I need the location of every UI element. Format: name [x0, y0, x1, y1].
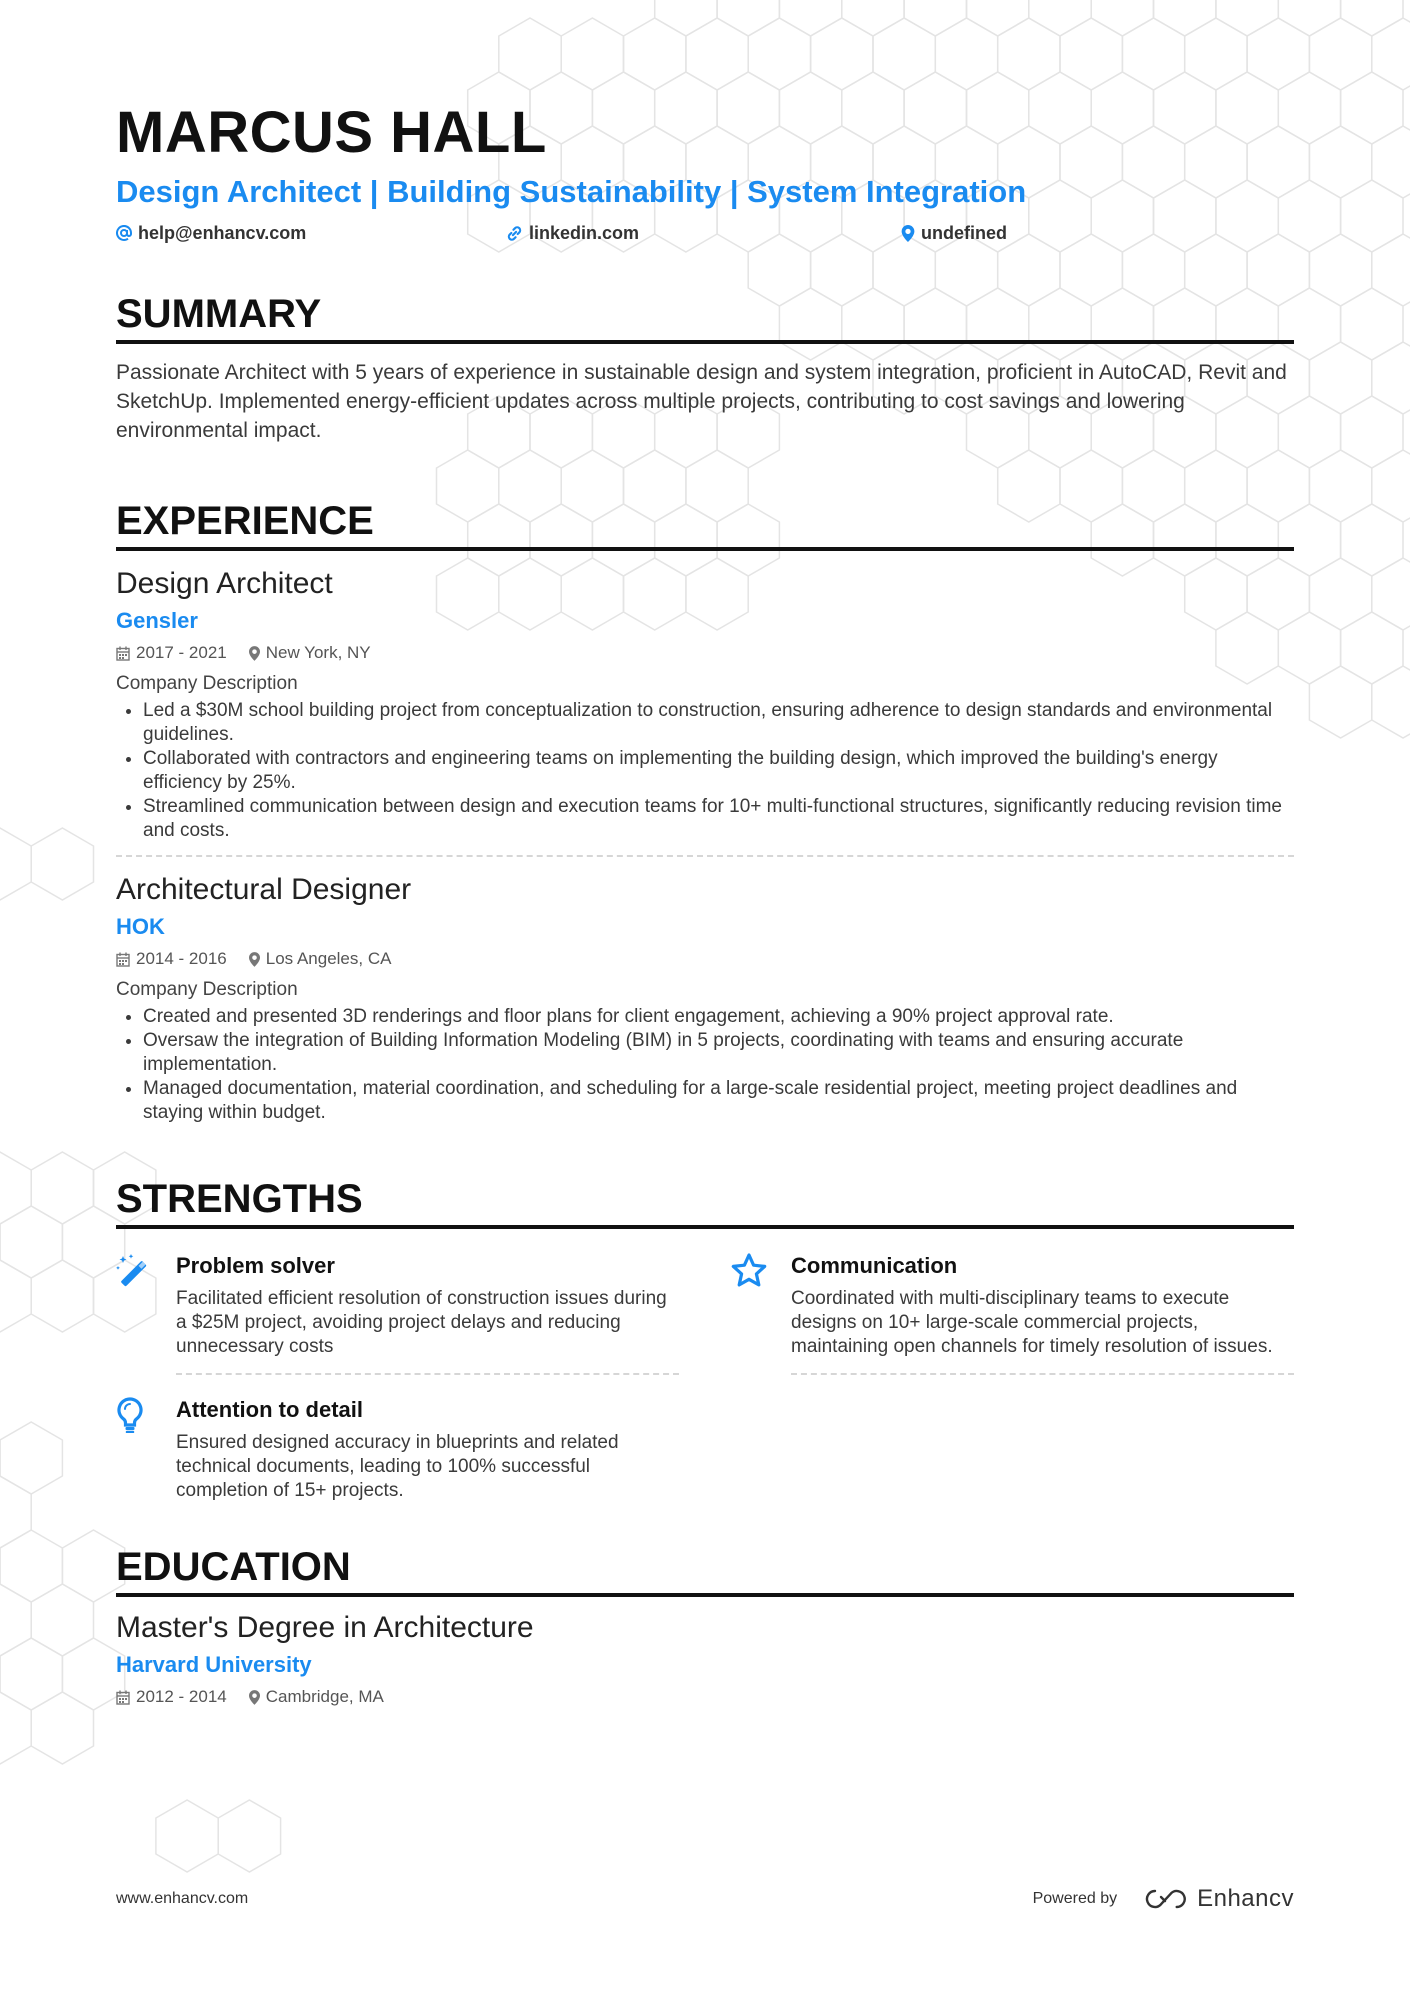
- hexagon-shape: [156, 1800, 218, 1872]
- map-pin-icon: [249, 952, 260, 967]
- strength-title: Communication: [791, 1253, 958, 1278]
- contact-email-text: help@enhancv.com: [138, 222, 307, 243]
- education-heading: EDUCATION: [116, 1543, 1294, 1597]
- job-meta: [116, 641, 1294, 665]
- job-bullet: • Managed documentation, material coordination, and scheduling for a large-scale residential project, meeting project deadlines and staying within budget.: [143, 1077, 1294, 1125]
- hexagon-shape: [1341, 612, 1403, 684]
- summary-heading: SUMMARY: [116, 290, 1294, 344]
- hexagon-shape: [561, 18, 623, 90]
- strengths-grid: [116, 1243, 1294, 1503]
- strength-item: [731, 1243, 1294, 1375]
- lightbulb-icon: [116, 1397, 144, 1433]
- hexagon-shape: [842, 0, 904, 36]
- strength-title: Attention to detail: [176, 1397, 363, 1422]
- powered-by-label: Powered by: [1032, 1890, 1118, 1907]
- resume-page: [116, 100, 1294, 1709]
- hexagon-shape: [31, 1152, 93, 1224]
- experience-heading: EXPERIENCE: [116, 497, 1294, 551]
- hexagon-shape: [1341, 396, 1403, 468]
- contact-location-text: undefined: [921, 222, 1007, 243]
- job-bullet: • Created and presented 3D renderings and floor plans for client engagement, achieving a 90% project approval rate.: [143, 1005, 1294, 1029]
- contact-linkedin-text: linkedin.com: [529, 222, 640, 243]
- hexagon-shape: [0, 828, 31, 900]
- job-location-text: New York, NY: [265, 643, 371, 662]
- hexagon-shape: [1185, 18, 1247, 90]
- hexagon-shape: [1309, 450, 1371, 522]
- strength-description: Ensured designed accuracy in blueprints and related technical documents, leading to 100% successful completion of 15+ projects.: [176, 1432, 619, 1501]
- education-location: [249, 1687, 384, 1707]
- candidate-name: MARCUS HALL: [116, 100, 547, 165]
- hexagon-shape: [1309, 126, 1371, 198]
- hexagon-shape: [1091, 0, 1153, 36]
- job-location-text: Los Angeles, CA: [265, 949, 392, 968]
- hexagon-shape: [0, 1692, 31, 1764]
- hexagon-shape: [1372, 18, 1410, 90]
- map-pin-icon: [249, 1690, 260, 1705]
- job-dates-text: 2014 - 2016: [136, 949, 227, 968]
- strength-divider: [791, 1373, 1294, 1375]
- hexagon-shape: [0, 1152, 31, 1224]
- hexagon-shape: [1372, 342, 1410, 414]
- hexagon-shape: [1372, 666, 1410, 738]
- degree-title: Master's Degree in Architecture: [116, 1611, 534, 1644]
- hexagon-shape: [1341, 180, 1403, 252]
- hexagon-shape: [717, 0, 779, 36]
- hexagon-shape: [779, 0, 841, 36]
- hexagon-shape: [624, 18, 686, 90]
- contact-linkedin[interactable]: [506, 223, 901, 244]
- contact-email[interactable]: [116, 223, 506, 244]
- hexagon-shape: [0, 1206, 62, 1278]
- footer-url[interactable]: www.enhancv.com: [116, 1890, 249, 1907]
- company-description: Company Description: [116, 673, 298, 694]
- hexagon-shape: [0, 1638, 62, 1710]
- job-dates: [116, 949, 227, 969]
- hexagon-shape: [1309, 666, 1371, 738]
- enhancv-logo-text: Enhancv: [1197, 1885, 1294, 1912]
- job-bullets: [116, 699, 1294, 843]
- hexagon-shape: [0, 1530, 62, 1602]
- hexagon-shape: [1372, 234, 1410, 306]
- page-footer: [116, 1885, 1294, 1913]
- hexagon-shape: [748, 18, 810, 90]
- calendar-icon: [116, 952, 130, 967]
- hexagon-shape: [1341, 504, 1403, 576]
- calendar-icon: [116, 1690, 130, 1705]
- strength-item: [116, 1243, 679, 1375]
- hexagon-shape: [686, 18, 748, 90]
- hexagon-shape: [499, 18, 561, 90]
- enhancv-logo[interactable]: [1143, 1885, 1294, 1913]
- job-title: Design Architect: [116, 567, 333, 600]
- hexagon-shape: [1309, 18, 1371, 90]
- hexagon-shape: [998, 18, 1060, 90]
- job-company: HOK: [116, 914, 165, 939]
- summary-text: Passionate Architect with 5 years of experience in sustainable design and system integration, proficient in AutoCAD, Revit and SketchUp. Implemented energy-efficient updates across multiple projects, contributing to cost savings and lowering environmental impact.: [116, 361, 1287, 442]
- link-icon: [506, 225, 523, 242]
- experience-entry: [116, 857, 1294, 1125]
- education-entry: [116, 1597, 1294, 1709]
- at-sign-icon: [116, 225, 132, 241]
- candidate-tagline: Design Architect | Building Sustainability | System Integration: [116, 174, 1027, 209]
- job-location: [249, 643, 371, 663]
- job-location: [249, 949, 392, 969]
- job-bullet: • Collaborated with contractors and engineering teams on implementing the building design, which improved the building's energy efficiency by 25%.: [143, 747, 1294, 795]
- magic-wand-icon: [116, 1253, 152, 1289]
- hexagon-shape: [1309, 234, 1371, 306]
- job-title: Architectural Designer: [116, 873, 412, 906]
- job-bullet: • Streamlined communication between design and execution teams for 10+ multi-functional structures, significantly reducing revision time and costs.: [143, 795, 1294, 843]
- job-dates-text: 2017 - 2021: [136, 643, 227, 662]
- hexagon-shape: [0, 1260, 31, 1332]
- hexagon-shape: [31, 1260, 93, 1332]
- hexagon-shape: [1341, 288, 1403, 360]
- experience-entry: [116, 551, 1294, 857]
- enhancv-logo-icon: [1143, 1887, 1187, 1911]
- hexagon-shape: [1029, 0, 1091, 36]
- calendar-icon: [116, 646, 130, 661]
- hexagon-shape: [1372, 450, 1410, 522]
- education-meta: [116, 1685, 1294, 1709]
- job-meta: [116, 947, 1294, 971]
- hexagon-shape: [1122, 18, 1184, 90]
- hexagon-shape: [1372, 126, 1410, 198]
- education-section: [116, 1543, 1294, 1709]
- hexagon-shape: [873, 18, 935, 90]
- hexagon-shape: [0, 1476, 31, 1548]
- education-location-text: Cambridge, MA: [265, 1687, 384, 1706]
- hexagon-shape: [1247, 18, 1309, 90]
- hexagon-shape: [0, 1584, 31, 1656]
- school-name: Harvard University: [116, 1652, 312, 1677]
- contact-bar: [116, 218, 1294, 248]
- hexagon-shape: [31, 828, 93, 900]
- map-pin-icon: [901, 225, 915, 242]
- hexagon-shape: [31, 1584, 93, 1656]
- hexagon-shape: [1060, 18, 1122, 90]
- hexagon-shape: [655, 0, 717, 36]
- job-dates: [116, 643, 227, 663]
- hexagon-shape: [1309, 342, 1371, 414]
- powered-by: [1033, 1885, 1294, 1913]
- hexagon-shape: [811, 18, 873, 90]
- map-pin-icon: [249, 646, 260, 661]
- education-dates-text: 2012 - 2014: [136, 1687, 227, 1706]
- strength-description: Coordinated with multi-disciplinary teams to execute designs on 10+ large-scale commercial projects, maintaining open channels for timely resolution of issues.: [791, 1288, 1273, 1357]
- hexagon-shape: [1154, 0, 1216, 36]
- hexagon-shape: [0, 1422, 62, 1494]
- job-bullets: [116, 1005, 1294, 1125]
- strength-item: [116, 1387, 679, 1503]
- summary-section: [116, 290, 1294, 445]
- education-dates: [116, 1687, 227, 1707]
- strengths-section: [116, 1175, 1294, 1503]
- strength-divider: [176, 1373, 679, 1375]
- job-company: Gensler: [116, 608, 198, 633]
- strength-description: Facilitated efficient resolution of construction issues during a $25M project, avoiding project delays and reducing unnecessary costs: [176, 1288, 667, 1357]
- experience-section: [116, 497, 1294, 1125]
- hexagon-shape: [1341, 72, 1403, 144]
- hexagon-shape: [1341, 0, 1403, 36]
- company-description: Company Description: [116, 979, 298, 1000]
- hexagon-shape: [218, 1800, 280, 1872]
- hexagon-shape: [904, 0, 966, 36]
- hexagon-shape: [935, 18, 997, 90]
- hexagon-shape: [1372, 558, 1410, 630]
- contact-location: [901, 223, 1201, 244]
- strengths-heading: STRENGTHS: [116, 1175, 1294, 1229]
- hexagon-shape: [1309, 558, 1371, 630]
- hexagon-shape: [31, 1692, 93, 1764]
- strength-title: Problem solver: [176, 1253, 335, 1278]
- star-icon: [731, 1253, 767, 1287]
- job-bullet: • Led a $30M school building project from conceptualization to construction, ensuring adherence to design standards and environmental guidelines.: [143, 699, 1294, 747]
- hexagon-shape: [1216, 0, 1278, 36]
- hexagon-shape: [1278, 0, 1340, 36]
- hexagon-shape: [967, 0, 1029, 36]
- job-bullet: • Oversaw the integration of Building Information Modeling (BIM) in 5 projects, coordinating with teams and ensuring accurate implementation.: [143, 1029, 1294, 1077]
